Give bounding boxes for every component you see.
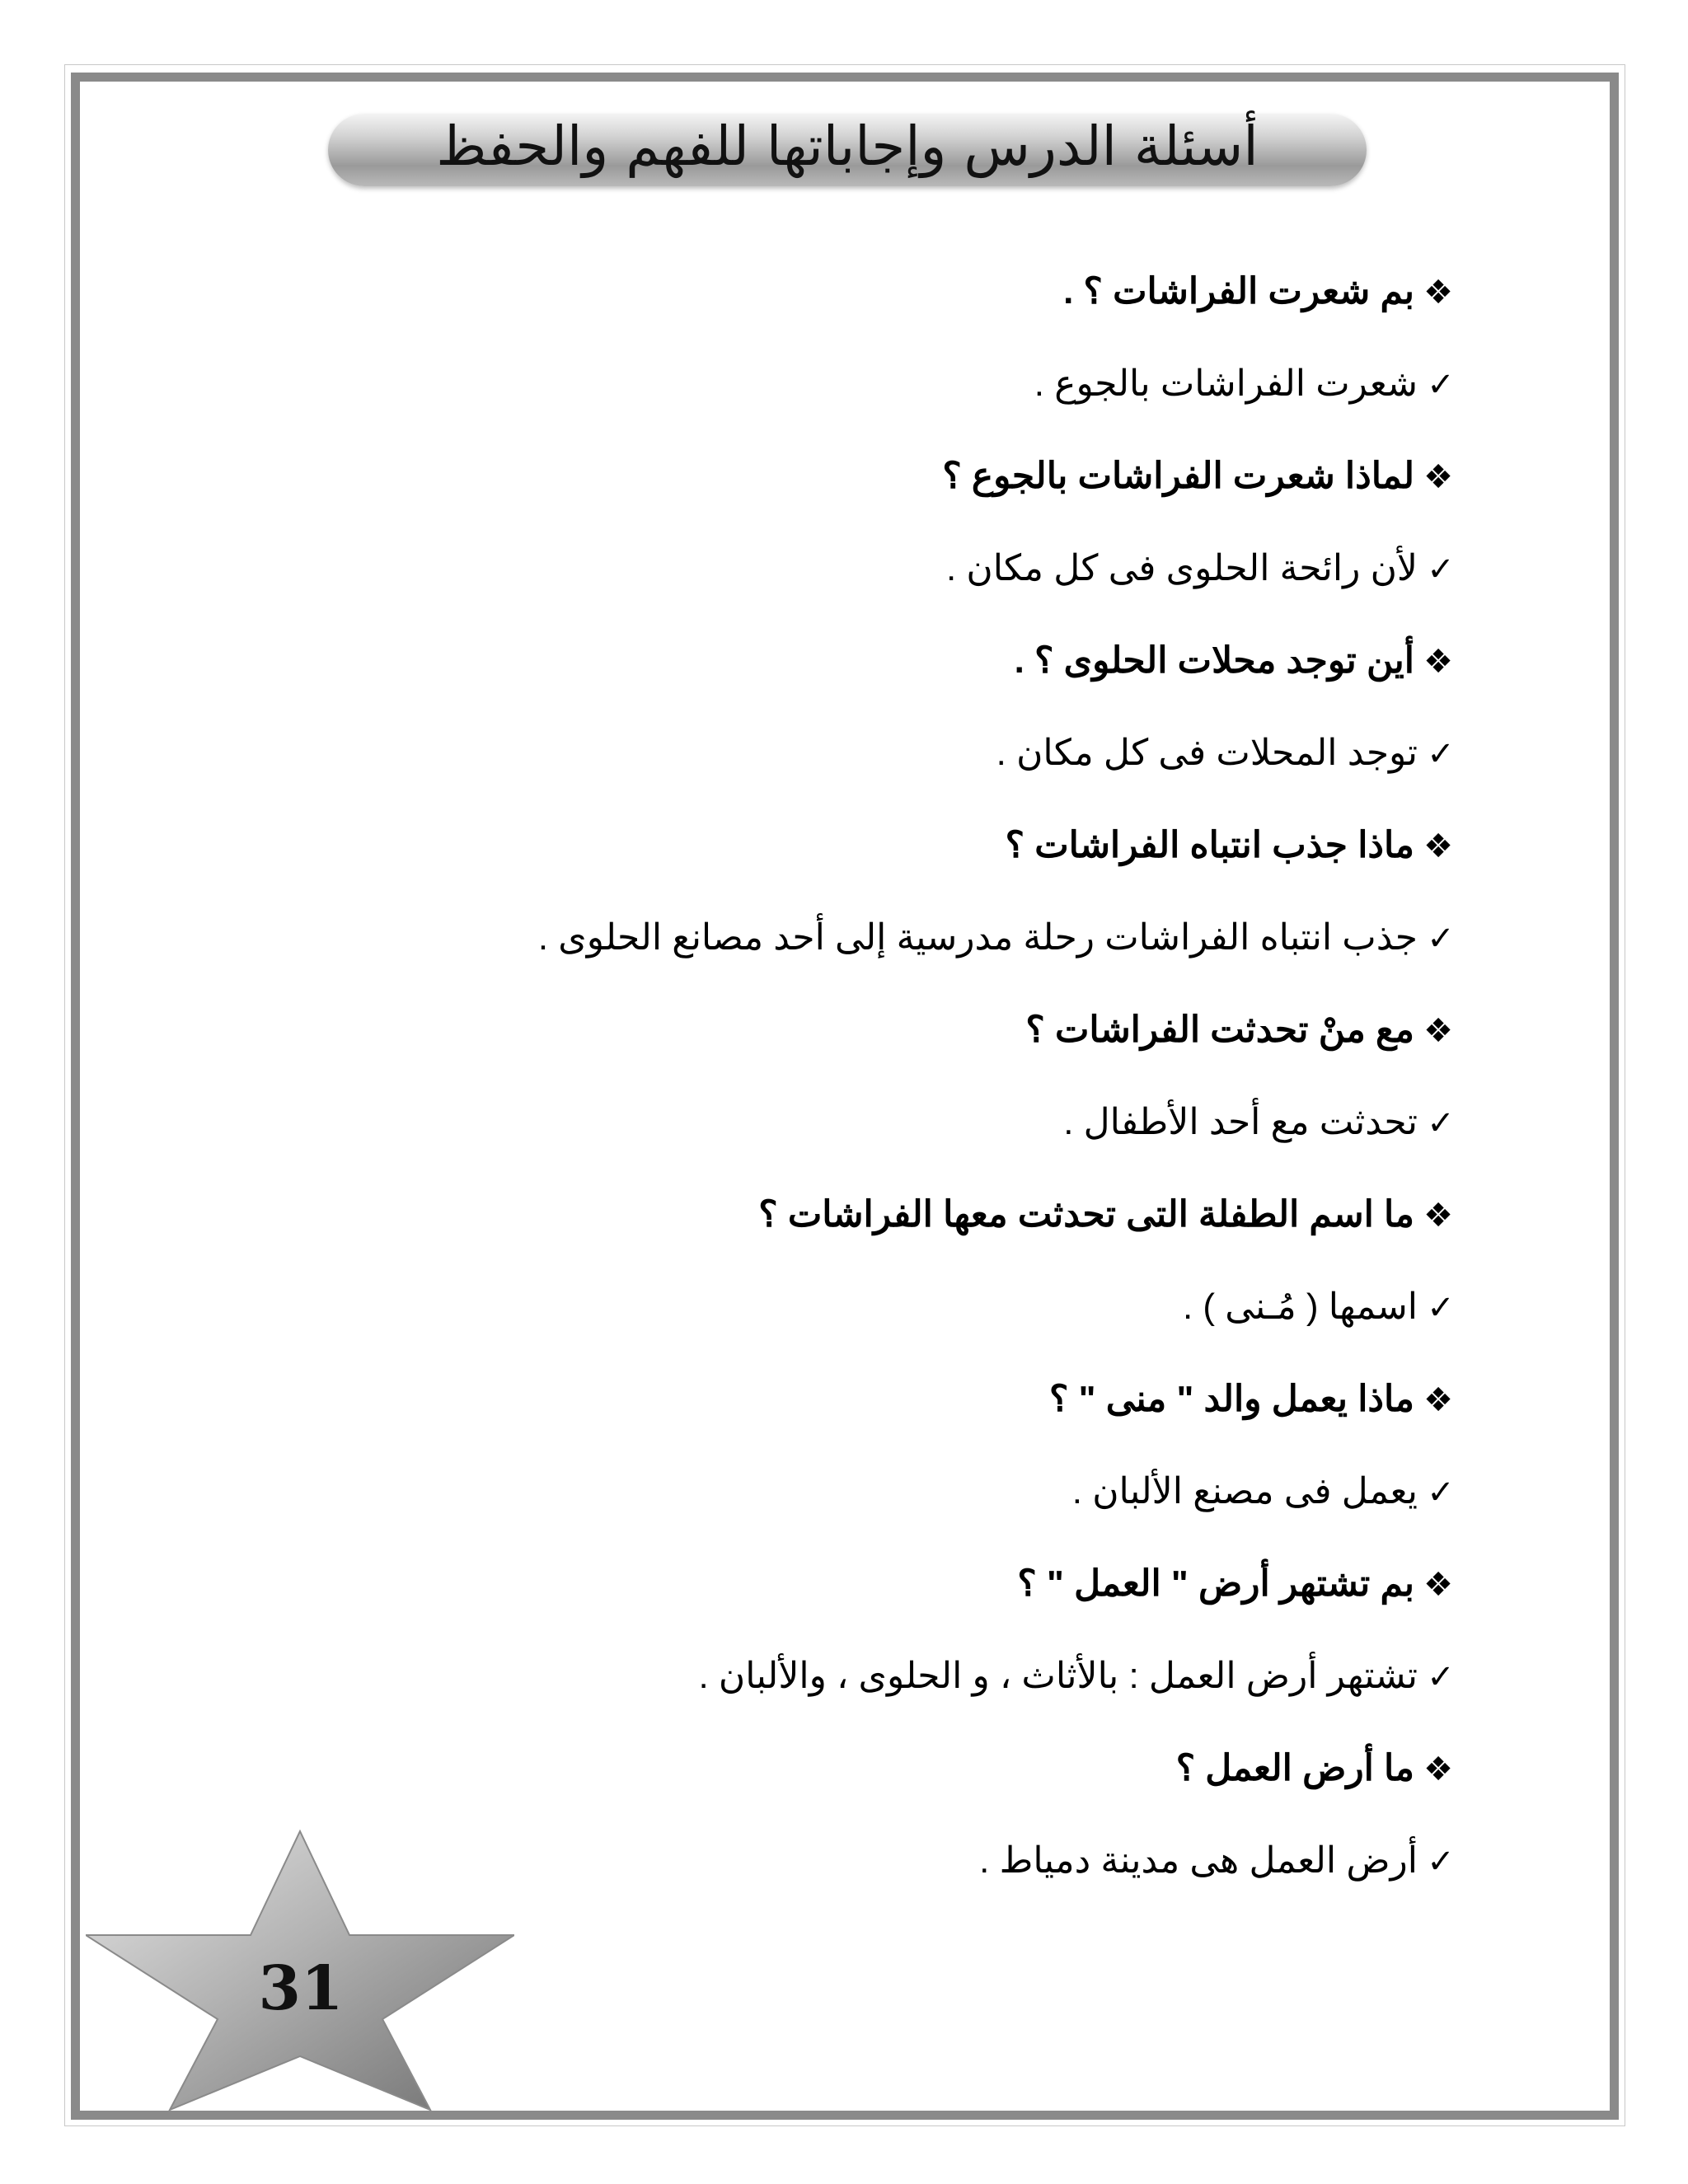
four-diamond-bullet-icon: ❖ — [1423, 1012, 1453, 1050]
four-diamond-bullet-icon: ❖ — [1423, 1197, 1453, 1235]
page-number: 31 — [258, 1953, 344, 2024]
qa-item — [223, 630, 1459, 814]
question-text: ماذا جذب انتباه الفراشات ؟ — [1005, 825, 1414, 865]
question-line — [223, 260, 1459, 353]
answer-line — [223, 1645, 1459, 1737]
four-diamond-bullet-icon: ❖ — [1423, 1566, 1453, 1604]
four-diamond-bullet-icon: ❖ — [1423, 643, 1453, 681]
answer-text: اسمها ( مُـنى ) . — [1182, 1286, 1418, 1327]
check-mark-icon: ✓ — [1427, 920, 1455, 958]
question-line — [223, 814, 1459, 907]
check-mark-icon: ✓ — [1427, 1474, 1455, 1511]
answer-text: يعمل فى مصنع الألبان . — [1071, 1471, 1418, 1511]
question-text: لماذا شعرت الفراشات بالجوع ؟ — [942, 456, 1414, 496]
question-text: بم تشتهر أرض " العمل " ؟ — [1017, 1563, 1414, 1604]
qa-item — [223, 1183, 1459, 1368]
qa-item — [223, 445, 1459, 630]
answer-text: توجد المحلات فى كل مكان . — [996, 733, 1418, 773]
check-mark-icon: ✓ — [1427, 366, 1455, 404]
question-line — [223, 1737, 1459, 1830]
answer-text: أرض العمل هى مدينة دمياط . — [979, 1840, 1418, 1881]
question-text: بم شعرت الفراشات ؟ . — [1063, 271, 1414, 312]
question-line — [223, 1183, 1459, 1276]
check-mark-icon: ✓ — [1427, 551, 1455, 588]
question-line — [223, 630, 1459, 722]
answer-text: لأن رائحة الحلوى فى كل مكان . — [945, 548, 1418, 588]
qa-item — [223, 1368, 1459, 1553]
check-mark-icon: ✓ — [1427, 735, 1455, 773]
answer-line — [223, 1091, 1459, 1183]
answer-line — [223, 1276, 1459, 1368]
four-diamond-bullet-icon: ❖ — [1423, 1381, 1453, 1419]
check-mark-icon: ✓ — [1427, 1289, 1455, 1327]
question-line — [223, 999, 1459, 1091]
four-diamond-bullet-icon: ❖ — [1423, 458, 1453, 496]
qa-item — [223, 814, 1459, 999]
four-diamond-bullet-icon: ❖ — [1423, 274, 1453, 312]
four-diamond-bullet-icon: ❖ — [1423, 1750, 1453, 1788]
question-text: مع منْ تحدثت الفراشات ؟ — [1025, 1010, 1414, 1050]
question-text: ما أرض العمل ؟ — [1175, 1748, 1414, 1788]
answer-text: تشتهر أرض العمل : بالأثاث ، و الحلوى ، والألبان . — [698, 1656, 1418, 1696]
question-text: ما اسم الطفلة التى تحدثت معها الفراشات ؟ — [758, 1194, 1414, 1235]
answer-text: تحدثت مع أحد الأطفال . — [1063, 1102, 1418, 1142]
answer-text: شعرت الفراشات بالجوع . — [1034, 363, 1418, 404]
qa-item — [223, 1553, 1459, 1737]
answer-line — [223, 353, 1459, 445]
check-mark-icon: ✓ — [1427, 1104, 1455, 1142]
four-diamond-bullet-icon: ❖ — [1423, 827, 1453, 865]
question-line — [223, 445, 1459, 537]
check-mark-icon: ✓ — [1427, 1658, 1455, 1696]
question-text: ماذا يعمل والد " منى " ؟ — [1049, 1379, 1414, 1419]
answer-line — [223, 722, 1459, 814]
page-title: أسئلة الدرس وإجاباتها للفهم والحفظ — [436, 115, 1259, 178]
qa-item — [223, 260, 1459, 445]
question-text: أين توجد محلات الحلوى ؟ . — [1014, 640, 1414, 681]
answer-text: جذب انتباه الفراشات رحلة مدرسية إلى أحد مصانع الحلوى . — [537, 917, 1418, 958]
qa-list — [223, 260, 1459, 1922]
answer-line — [223, 907, 1459, 999]
question-line — [223, 1553, 1459, 1645]
answer-line — [223, 1460, 1459, 1553]
question-line — [223, 1368, 1459, 1460]
qa-item — [223, 999, 1459, 1183]
answer-line — [223, 537, 1459, 630]
check-mark-icon: ✓ — [1427, 1843, 1455, 1881]
